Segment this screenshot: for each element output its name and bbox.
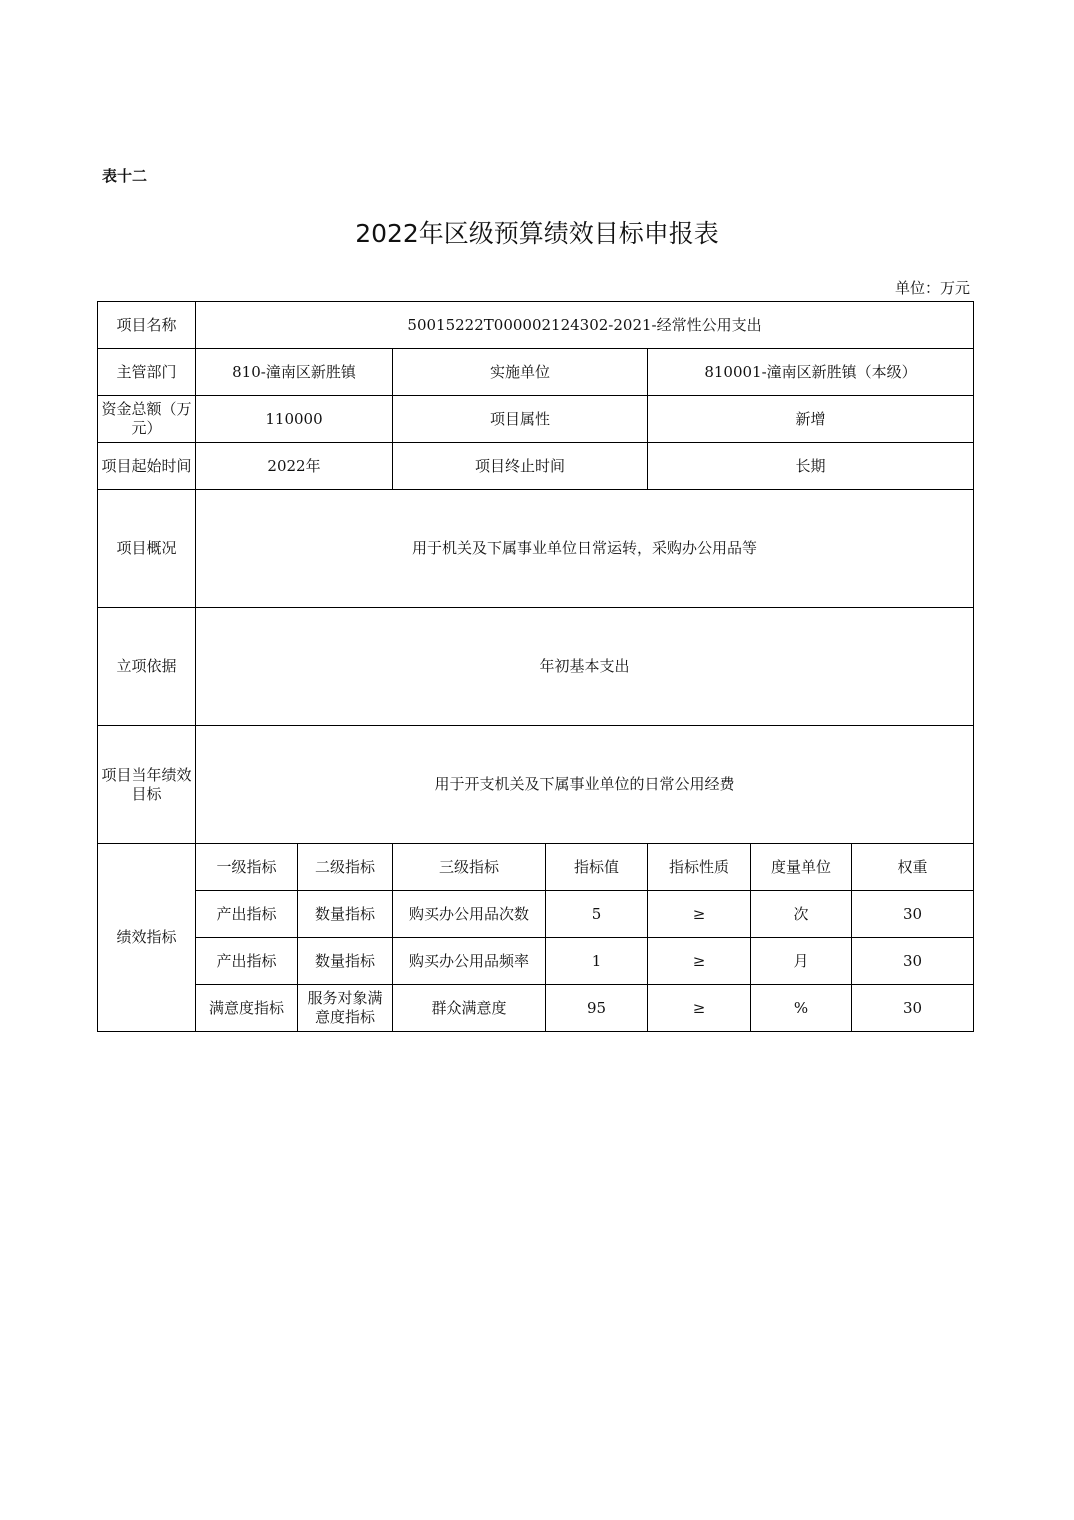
header-level1: 一级指标 bbox=[196, 844, 298, 891]
header-weight: 权重 bbox=[852, 844, 974, 891]
row-project-name bbox=[98, 302, 974, 349]
document-title: 2022年区级预算绩效目标申报表 bbox=[355, 219, 719, 248]
unit-note: 单位：万元 bbox=[894, 279, 970, 297]
start-time-value: 2022年 bbox=[196, 443, 393, 490]
start-time-label: 项目起始时间 bbox=[98, 443, 196, 490]
header-value: 指标值 bbox=[546, 844, 648, 891]
project-name-label: 项目名称 bbox=[98, 302, 196, 349]
project-name-value: 50015222T000002124302-2021-经常性公用支出 bbox=[196, 302, 974, 349]
value-cell: 95 bbox=[546, 985, 648, 1032]
level2-cell: 数量指标 bbox=[298, 891, 393, 938]
header-nature: 指标性质 bbox=[648, 844, 751, 891]
budget-performance-table bbox=[97, 301, 974, 1032]
row-period bbox=[98, 443, 974, 490]
level1-cell: 产出指标 bbox=[196, 891, 298, 938]
dept-value: 810-潼南区新胜镇 bbox=[196, 349, 393, 396]
funds-label: 资金总额（万元） bbox=[98, 396, 196, 443]
overview-value: 用于机关及下属事业单位日常运转，采购办公用品等 bbox=[196, 490, 974, 608]
weight-cell: 30 bbox=[852, 891, 974, 938]
table-row bbox=[98, 985, 974, 1032]
table-row bbox=[98, 938, 974, 985]
header-unit: 度量单位 bbox=[751, 844, 852, 891]
value-cell: 1 bbox=[546, 938, 648, 985]
overview-label: 项目概况 bbox=[98, 490, 196, 608]
level3-cell: 购买办公用品频率 bbox=[393, 938, 546, 985]
impl-unit-label: 实施单位 bbox=[393, 349, 648, 396]
level3-cell: 群众满意度 bbox=[393, 985, 546, 1032]
weight-cell: 30 bbox=[852, 938, 974, 985]
level1-cell: 产出指标 bbox=[196, 938, 298, 985]
row-basis bbox=[98, 608, 974, 726]
unit-cell: 次 bbox=[751, 891, 852, 938]
nature-cell: ≥ bbox=[648, 938, 751, 985]
level1-cell: 满意度指标 bbox=[196, 985, 298, 1032]
funds-value: 110000 bbox=[196, 396, 393, 443]
goal-label: 项目当年绩效目标 bbox=[98, 726, 196, 844]
header-level3: 三级指标 bbox=[393, 844, 546, 891]
level3-cell: 购买办公用品次数 bbox=[393, 891, 546, 938]
end-time-value: 长期 bbox=[648, 443, 974, 490]
basis-value: 年初基本支出 bbox=[196, 608, 974, 726]
impl-unit-value: 810001-潼南区新胜镇（本级） bbox=[648, 349, 974, 396]
header-level2: 二级指标 bbox=[298, 844, 393, 891]
goal-value: 用于开支机关及下属事业单位的日常公用经费 bbox=[196, 726, 974, 844]
row-funds bbox=[98, 396, 974, 443]
dept-label: 主管部门 bbox=[98, 349, 196, 396]
row-department bbox=[98, 349, 974, 396]
value-cell: 5 bbox=[546, 891, 648, 938]
nature-cell: ≥ bbox=[648, 891, 751, 938]
row-goal bbox=[98, 726, 974, 844]
project-attr-label: 项目属性 bbox=[393, 396, 648, 443]
level2-cell: 服务对象满意度指标 bbox=[298, 985, 393, 1032]
nature-cell: ≥ bbox=[648, 985, 751, 1032]
unit-cell: 月 bbox=[751, 938, 852, 985]
weight-cell: 30 bbox=[852, 985, 974, 1032]
table-number-label: 表十二 bbox=[102, 167, 148, 185]
indicator-header-row bbox=[98, 844, 974, 891]
basis-label: 立项依据 bbox=[98, 608, 196, 726]
end-time-label: 项目终止时间 bbox=[393, 443, 648, 490]
table-row bbox=[98, 891, 974, 938]
indicators-label: 绩效指标 bbox=[98, 844, 196, 1032]
level2-cell: 数量指标 bbox=[298, 938, 393, 985]
unit-cell: % bbox=[751, 985, 852, 1032]
row-overview bbox=[98, 490, 974, 608]
project-attr-value: 新增 bbox=[648, 396, 974, 443]
